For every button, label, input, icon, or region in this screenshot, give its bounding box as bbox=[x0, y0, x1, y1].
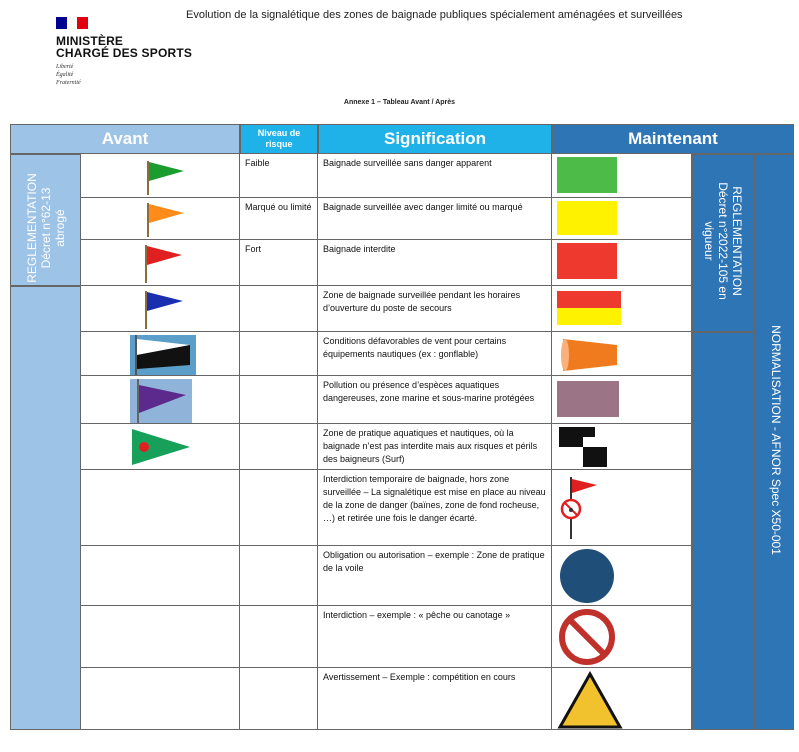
header-avant: Avant bbox=[10, 124, 240, 154]
orange-flag-icon bbox=[86, 201, 236, 239]
document-title: Evolution de la signalétique des zones de baignade publiques spécialement aménagées et surveillées bbox=[186, 9, 683, 21]
yellow-square-icon bbox=[557, 201, 617, 235]
maintenant-cell-8 bbox=[552, 546, 692, 606]
signification-cell-9: Interdiction – exemple : « pêche ou canotage » bbox=[318, 606, 552, 668]
windsock-icon bbox=[557, 335, 627, 373]
ministry-line1: MINISTÈRE bbox=[56, 34, 124, 48]
niveau-cell-0: Faible bbox=[240, 154, 318, 198]
signification-cell-0: Baignade surveillée sans danger apparent bbox=[318, 154, 552, 198]
signification-cell-10: Avertissement – Exemple : compétition en cours bbox=[318, 668, 552, 730]
niveau-cell-1: Marqué ou limité bbox=[240, 198, 318, 240]
ministry-name bbox=[56, 35, 192, 59]
purple-flag-icon bbox=[86, 379, 236, 423]
annex-title: Annexe 1 – Tableau Avant / Après bbox=[343, 99, 456, 106]
niveau-cell-10 bbox=[240, 668, 318, 730]
avant-cell-6 bbox=[81, 424, 240, 470]
normalisation-panel bbox=[755, 154, 794, 730]
avant-cell-4 bbox=[81, 332, 240, 376]
signification-cell-7: Interdiction temporaire de baignade, hors zone surveillée – La signalétique est mise en place au niveau de la zone de danger (baïnes, zone de fond rocheuse, …) et retirée une fois le danger écarté. bbox=[318, 470, 552, 546]
left-regulation-label bbox=[25, 163, 67, 293]
red-square-icon bbox=[557, 243, 617, 279]
motto-liberte: Liberté bbox=[56, 64, 74, 70]
avant-cell-0 bbox=[81, 154, 240, 198]
niveau-cell-4 bbox=[240, 332, 318, 376]
normalisation-label: NORMALISATION - AFNOR Spec X50-001 bbox=[769, 325, 783, 555]
right-reg-line1: REGLEMENTATION bbox=[730, 186, 744, 296]
niveau-cell-8 bbox=[240, 546, 318, 606]
motto-fraternite: Fraternité bbox=[56, 80, 81, 86]
left-reg-line3: abrogé bbox=[53, 209, 67, 247]
republic-motto bbox=[56, 63, 81, 87]
green-flag-icon bbox=[86, 157, 236, 197]
mauve-square-icon bbox=[557, 381, 619, 417]
green-square-icon bbox=[557, 157, 617, 193]
avant-cell-1 bbox=[81, 198, 240, 240]
red-flag-icon bbox=[86, 243, 236, 285]
maintenant-cell-6 bbox=[552, 424, 692, 470]
warning-triangle-icon bbox=[557, 671, 623, 729]
signification-cell-4: Conditions défavorables de vent pour certains équipements nautiques (ex : gonflable) bbox=[318, 332, 552, 376]
header-signification: Signification bbox=[318, 124, 552, 154]
header-niveau-risque: Niveau de risque bbox=[240, 124, 318, 154]
signification-cell-8: Obligation ou autorisation – exemple : Zone de pratique de la voile bbox=[318, 546, 552, 606]
niveau-cell-5 bbox=[240, 376, 318, 424]
signification-cell-1: Baignade surveillée avec danger limité ou marqué bbox=[318, 198, 552, 240]
signification-cell-3: Zone de baignade surveillée pendant les horaires d’ouverture du poste de secours bbox=[318, 286, 552, 332]
signification-cell-5: Pollution ou présence d’espèces aquatiques dangereuses, zone marine et sous-marine protégées bbox=[318, 376, 552, 424]
prohibition-sign-icon bbox=[557, 609, 619, 667]
black-white-flag-icon bbox=[86, 335, 236, 375]
avant-cell-9 bbox=[81, 606, 240, 668]
blue-circle-icon bbox=[557, 549, 617, 605]
left-empty-panel bbox=[10, 286, 81, 730]
avant-cell-5 bbox=[81, 376, 240, 424]
checkered-flag-icon bbox=[557, 427, 611, 467]
signification-cell-2: Baignade interdite bbox=[318, 240, 552, 286]
right-blue-panel bbox=[692, 332, 755, 730]
motto-egalite: Égalité bbox=[56, 72, 74, 78]
avant-cell-8 bbox=[81, 546, 240, 606]
niveau-cell-2: Fort bbox=[240, 240, 318, 286]
avant-cell-3 bbox=[81, 286, 240, 332]
right-regulation-label bbox=[702, 153, 744, 329]
blue-flag-icon bbox=[86, 289, 236, 331]
right-reg-line2: Décret n°2022-105 en bbox=[716, 182, 730, 300]
maintenant-cell-5 bbox=[552, 376, 692, 424]
maintenant-cell-3 bbox=[552, 286, 692, 332]
ministry-line2: CHARGÉ DES SPORTS bbox=[56, 46, 193, 60]
avant-cell-7 bbox=[81, 470, 240, 546]
green-red-dot-flag-icon bbox=[86, 427, 236, 469]
maintenant-cell-9 bbox=[552, 606, 692, 668]
right-regulation-panel bbox=[692, 154, 755, 332]
maintenant-cell-7 bbox=[552, 470, 692, 546]
avant-cell-10 bbox=[81, 668, 240, 730]
header-maintenant: Maintenant bbox=[552, 124, 794, 154]
right-reg-line3: vigueur bbox=[702, 221, 716, 261]
maintenant-cell-4 bbox=[552, 332, 692, 376]
maintenant-cell-0 bbox=[552, 154, 692, 198]
no-swimming-flag-icon bbox=[557, 473, 617, 543]
left-reg-line1: REGLEMENTATION bbox=[25, 173, 39, 283]
maintenant-cell-1 bbox=[552, 198, 692, 240]
signification-cell-6: Zone de pratique aquatiques et nautiques, où la baignade n’est pas interdite mais aux risques et périls des baigneurs (Surf) bbox=[318, 424, 552, 470]
niveau-cell-6 bbox=[240, 424, 318, 470]
red-yellow-flag-icon bbox=[557, 289, 621, 327]
maintenant-cell-2 bbox=[552, 240, 692, 286]
left-regulation-panel bbox=[10, 154, 81, 286]
french-flag-logo bbox=[56, 17, 88, 29]
niveau-cell-3 bbox=[240, 286, 318, 332]
niveau-cell-7 bbox=[240, 470, 318, 546]
maintenant-cell-10 bbox=[552, 668, 692, 730]
left-reg-line2: Décret n°62-13 bbox=[39, 187, 53, 269]
avant-cell-2 bbox=[81, 240, 240, 286]
niveau-cell-9 bbox=[240, 606, 318, 668]
